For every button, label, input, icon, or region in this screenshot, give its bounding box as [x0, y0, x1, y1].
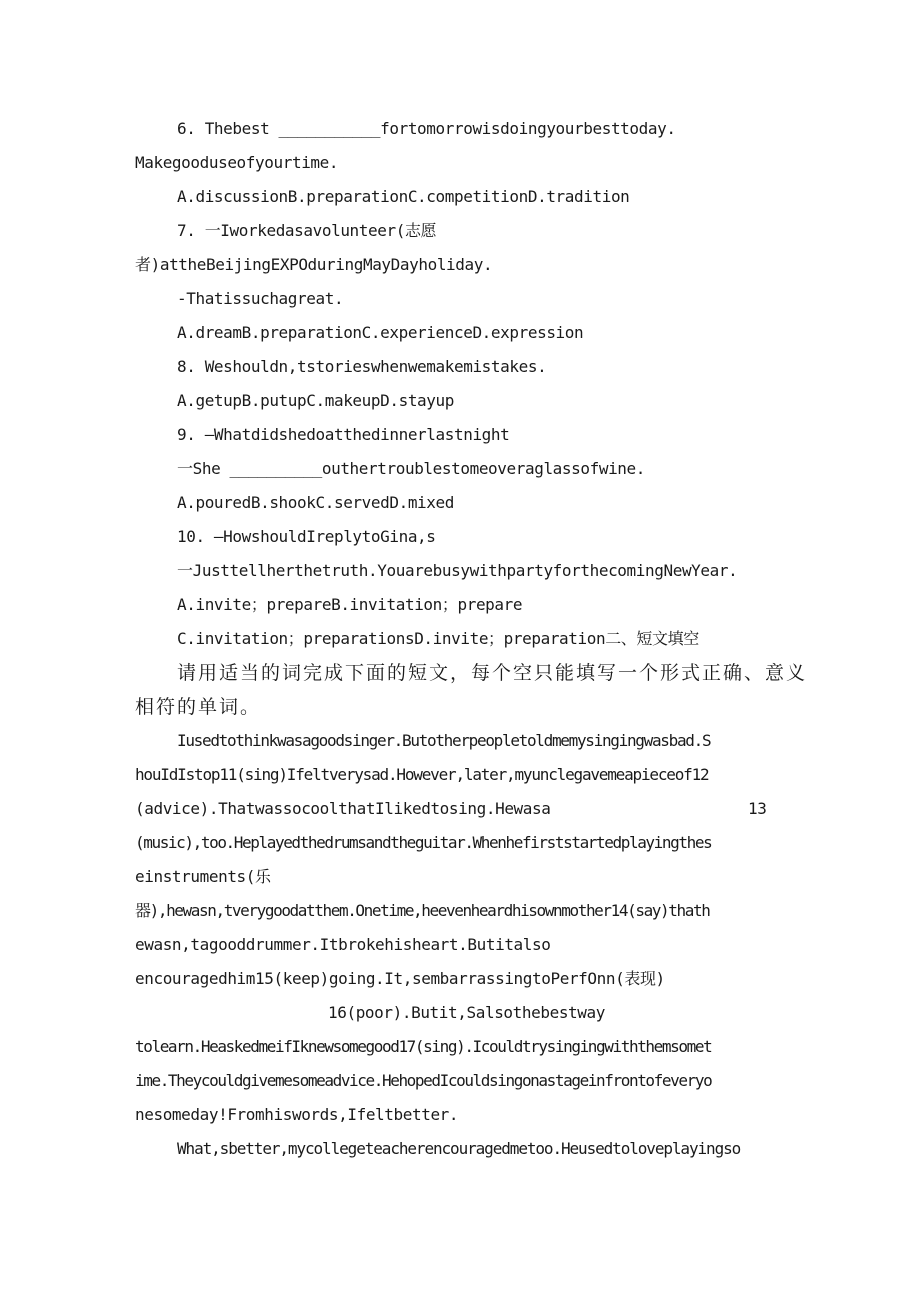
- passage-line: 16(poor).Butit,Salsothebestway: [328, 1003, 605, 1022]
- section-instructions: 请用适当的词完成下面的短文，每个空只能填写一个形式正确、意义: [177, 662, 808, 684]
- question-10-options-a-b: A.invite；prepareB.invitation；prepare: [177, 595, 523, 614]
- question-9-options: A.pouredB.shookC.servedD.mixed: [177, 493, 454, 512]
- passage-line: ewasn,tagooddrummer.Itbrokehisheart.Butitalso: [135, 935, 551, 954]
- passage-line: What,sbetter,mycollegeteacherencouragedmetoo.Heusedtoloveplayingso: [177, 1139, 741, 1158]
- question-6-options: A.discussionB.preparationC.competitionD.tradition: [177, 187, 630, 206]
- question-8-options: A.getupB.putupC.makeupD.stayup: [177, 391, 454, 410]
- passage-line: ime.Theycouldgivemesomeadvice.HehopedIcouldsingonastageinfrontofeveryo: [135, 1071, 712, 1090]
- passage-line: houIdIstop11(sing)Ifeltverysad.However,later,myunclegavemeapieceof12: [135, 765, 709, 784]
- question-9-reply: 一She __________outhertroublestomeoveraglassofwine.: [177, 459, 646, 478]
- passage-line: nesomeday!Fromhiswords,Ifeltbetter.: [135, 1105, 459, 1124]
- question-7-options: A.dreamB.preparationC.experienceD.expression: [177, 323, 584, 342]
- passage-line: encouragedhim15(keep)going.It,sembarrassingtoPerfOnn(表现): [135, 969, 665, 988]
- blank-number: 13: [748, 799, 767, 818]
- question-7-stem-cont: 者)attheBeijingEXPOduringMayDayholiday.: [135, 255, 493, 274]
- question-8-stem: 8. Weshouldn,tstorieswhenwemakemistakes.: [177, 357, 547, 376]
- section-instructions-cont: 相符的单词。: [135, 696, 262, 718]
- question-6-stem-cont: Makegooduseofyourtime.: [135, 153, 339, 172]
- passage-line: Iusedtothinkwasagoodsinger.Butotherpeopletoldmemysingingwasbad.S: [177, 731, 711, 750]
- question-7-stem: 7. 一Iworkedasavolunteer(志愿: [177, 221, 437, 240]
- passage-line: einstruments(乐: [135, 867, 271, 886]
- question-7-reply: -Thatissuchagreat.: [177, 289, 344, 308]
- question-6-stem: 6. Thebest ___________fortomorrowisdoingyourbesttoday.: [177, 119, 676, 138]
- passage-line: tolearn.HeaskedmeifIknewsomegood17(sing).Icouldtrysingingwiththemsomet: [135, 1037, 712, 1056]
- passage-line: (music),too.Heplayedthedrumsandtheguitar.Whenhefirststartedplayingthes: [135, 833, 712, 852]
- passage-line: (advice).ThatwassocoolthatIlikedtosing.Hewasa: [135, 799, 551, 818]
- question-10-options-c-d: C.invitation；preparationsD.invite；preparation二、短文填空: [177, 629, 699, 648]
- question-9-stem: 9. —Whatdidshedoatthedinnerlastnight: [177, 425, 510, 444]
- question-10-reply: 一Justtellherthetruth.YouarebusywithpartyforthecomingNewYear.: [177, 561, 738, 580]
- passage-line: 器),hewasn,tverygoodatthem.Onetime,heevenheardhisownmother14(say)thath: [135, 901, 710, 920]
- question-10-stem: 10. —HowshouldIreplytoGina,s: [177, 527, 436, 546]
